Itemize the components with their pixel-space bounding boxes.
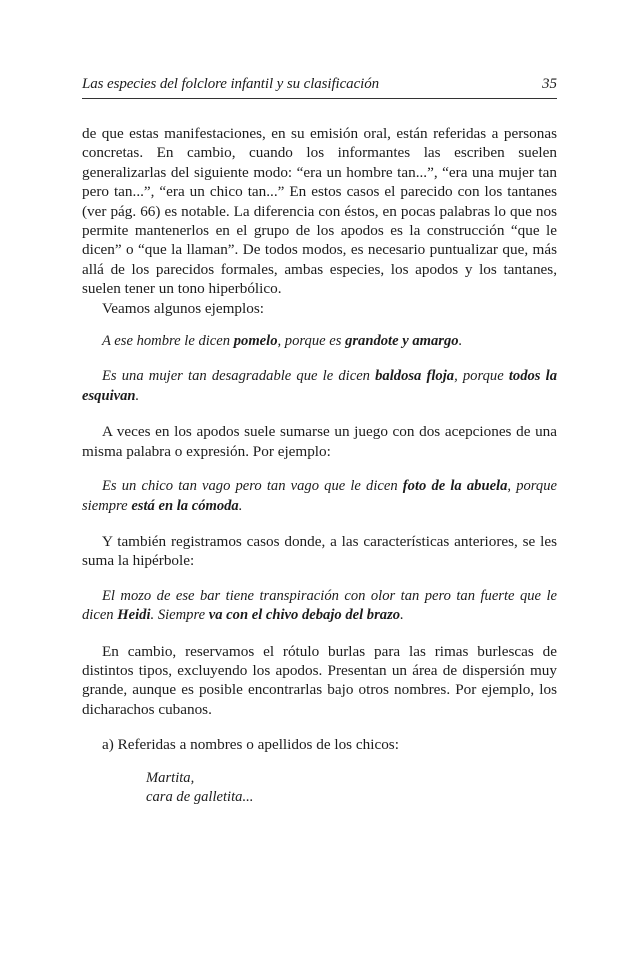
running-header (82, 76, 557, 99)
verse-line-2: cara de galletita... (146, 788, 254, 805)
paragraph-5: En cambio, reservamos el rótulo burlas para las rimas burlescas de distintos tipos, excluyendo los apodos. Presentan un área de dispersión muy grande, aunque es posible encontrarlas bajo otros nombres. Por ejemplo, los dicharachos cubanos. (82, 642, 557, 718)
example-3: Es un chico tan vago pero tan vago que le dicen foto de la abuela, porque siempre está en la cómoda. (82, 478, 557, 514)
example-1: A ese hombre le dicen pomelo, porque es grandote y amargo. (102, 333, 463, 350)
example-4: El mozo de ese bar tiene transpiración con olor tan pero tan fuerte que le dicen Heidi. Siempre va con el chivo debajo del brazo. (82, 587, 557, 624)
paragraph-4: Y también registramos casos donde, a las características anteriores, se les suma la hipérbole: (82, 532, 557, 570)
paragraph-1: de que estas manifestaciones, en su emisión oral, están referidas a personas concretas. En cambio, cuando los informantes las escriben suelen generalizarlas del siguiente modo: “era un hombre tan...”, “era una mujer tan pero tan...”, “era un chico tan...” En estos casos el parecido con los tantanes (ver pág. 66) es notable. La diferencia con éstos, en pocas palabras lo que nos permite mantenerlos en el grupo de los apodos es la construcción “que le dicen” o “que la llaman”. De todos modos, es necesario puntualizar que, más allá de los parecidos formales, ambas especies, los apodos y los tantanes, suelen tener un tono hiperbólico. (82, 125, 557, 298)
running-title: Las especies del folclore infantil y su clasificación (82, 76, 380, 92)
paragraph-2: Veamos algunos ejemplos: (102, 299, 264, 317)
verse-line-1: Martita, (146, 769, 195, 786)
example-2: Es una mujer tan desagradable que le dicen baldosa floja, porque todos la esquivan. (82, 368, 557, 404)
page-body (82, 124, 557, 807)
page-number: 35 (542, 76, 557, 92)
paragraph-6: a) Referidas a nombres o apellidos de los chicos: (102, 736, 399, 754)
paragraph-3: A veces en los apodos suele sumarse un juego con dos acepciones de una misma palabra o expresión. Por ejemplo: (82, 423, 557, 460)
